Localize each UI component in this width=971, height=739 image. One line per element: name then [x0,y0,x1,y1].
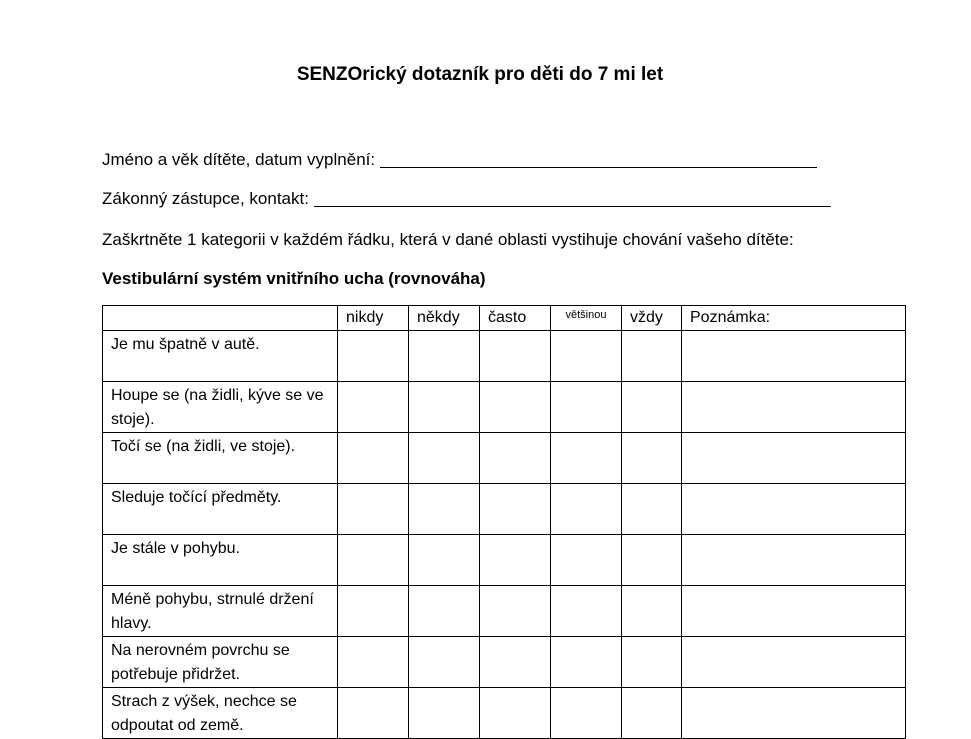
question-cell: Sleduje točící předměty. [103,484,338,535]
nekdy-cell[interactable] [409,637,480,688]
note-cell[interactable] [682,433,906,484]
guardian-field [102,189,831,209]
question-cell: Houpe se (na židli, kýve se ve stoje). [103,382,338,433]
table-row [103,382,906,433]
vetsinou-cell[interactable] [551,382,622,433]
guardian-blank[interactable] [314,189,831,207]
nikdy-cell[interactable] [338,331,409,382]
nikdy-cell[interactable] [338,586,409,637]
name-age-date-blank[interactable] [380,150,817,168]
vetsinou-cell[interactable] [551,535,622,586]
casto-cell[interactable] [480,433,551,484]
nekdy-cell[interactable] [409,586,480,637]
nikdy-cell[interactable] [338,382,409,433]
note-cell[interactable] [682,331,906,382]
nikdy-cell[interactable] [338,637,409,688]
vzdy-cell[interactable] [622,433,682,484]
nikdy-cell[interactable] [338,688,409,739]
table-row [103,688,906,739]
question-cell: Točí se (na židli, ve stoje). [103,433,338,484]
table-row [103,535,906,586]
casto-cell[interactable] [480,637,551,688]
nikdy-cell[interactable] [338,484,409,535]
table-row [103,433,906,484]
vzdy-cell[interactable] [622,688,682,739]
question-cell: Je mu špatně v autě. [103,331,338,382]
section-title: Vestibulární systém vnitřního ucha (rovnováha) [102,269,486,288]
note-cell[interactable] [682,535,906,586]
question-cell: Strach z výšek, nechce se odpoutat od země. [103,688,338,739]
header-vetsinou: většinou [551,306,622,331]
vzdy-cell[interactable] [622,586,682,637]
vetsinou-cell[interactable] [551,637,622,688]
name-age-date-field [102,150,817,170]
header-vzdy: vždy [622,306,682,331]
vetsinou-cell[interactable] [551,586,622,637]
nekdy-cell[interactable] [409,535,480,586]
vzdy-cell[interactable] [622,331,682,382]
vetsinou-cell[interactable] [551,331,622,382]
table-row [103,484,906,535]
nekdy-cell[interactable] [409,484,480,535]
header-casto: často [480,306,551,331]
nekdy-cell[interactable] [409,331,480,382]
questionnaire-table [102,305,906,739]
casto-cell[interactable] [480,688,551,739]
header-empty [103,306,338,331]
header-poznamka: Poznámka: [682,306,906,331]
note-cell[interactable] [682,586,906,637]
vetsinou-cell[interactable] [551,433,622,484]
table-header-row [103,306,906,331]
vzdy-cell[interactable] [622,484,682,535]
name-age-date-label: Jméno a věk dítěte, datum vyplnění: [102,150,376,169]
page-title: SENZOrický dotazník pro děti do 7 mi let [296,64,664,85]
nekdy-cell[interactable] [409,433,480,484]
vzdy-cell[interactable] [622,637,682,688]
nekdy-cell[interactable] [409,688,480,739]
casto-cell[interactable] [480,331,551,382]
casto-cell[interactable] [480,382,551,433]
nekdy-cell[interactable] [409,382,480,433]
casto-cell[interactable] [480,586,551,637]
casto-cell[interactable] [480,484,551,535]
instruction-text: Zaškrtněte 1 kategorii v každém řádku, která v dané oblasti vystihuje chování vašeho dítěte: [102,230,794,249]
table-row [103,637,906,688]
note-cell[interactable] [682,484,906,535]
note-cell[interactable] [682,382,906,433]
vetsinou-cell[interactable] [551,688,622,739]
nikdy-cell[interactable] [338,433,409,484]
note-cell[interactable] [682,637,906,688]
nikdy-cell[interactable] [338,535,409,586]
vzdy-cell[interactable] [622,382,682,433]
header-nekdy: někdy [409,306,480,331]
question-cell: Je stále v pohybu. [103,535,338,586]
table-row [103,331,906,382]
question-cell: Méně pohybu, strnulé držení hlavy. [103,586,338,637]
note-cell[interactable] [682,688,906,739]
question-cell: Na nerovném povrchu se potřebuje přidržet. [103,637,338,688]
table-row [103,586,906,637]
guardian-label: Zákonný zástupce, kontakt: [102,189,309,208]
casto-cell[interactable] [480,535,551,586]
vetsinou-cell[interactable] [551,484,622,535]
vzdy-cell[interactable] [622,535,682,586]
header-nikdy: nikdy [338,306,409,331]
